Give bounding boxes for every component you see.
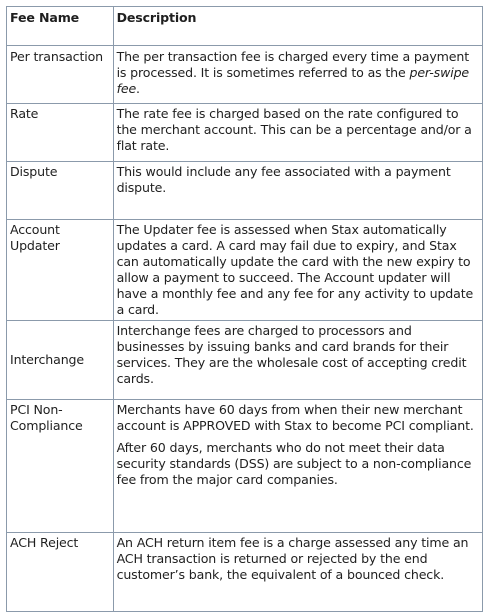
fee-description-cell: The rate fee is charged based on the rate configured to the merchant account. This can be a percentage and/or a flat rate. [113, 104, 482, 162]
fee-name-cell: Dispute [7, 162, 114, 220]
table-header-row [7, 7, 483, 46]
table-row [7, 220, 483, 321]
fee-name-cell: Rate [7, 104, 114, 162]
header-description: Description [113, 7, 482, 46]
table-row [7, 321, 483, 400]
table-row [7, 162, 483, 220]
table-row [7, 46, 483, 104]
table-row [7, 104, 483, 162]
header-fee-name: Fee Name [7, 7, 114, 46]
table-row [7, 400, 483, 533]
fee-description-cell: Interchange fees are charged to processors and businesses by issuing banks and card brands for their services. They are the wholesale cost of accepting credit cards. [113, 321, 482, 400]
fee-description-cell: An ACH return item fee is a charge assessed any time an ACH transaction is returned or rejected by the end customer’s bank, the equivalent of a bounced check. [113, 533, 482, 612]
fee-description-cell: The Updater fee is assessed when Stax automatically updates a card. A card may fail due to expiry, and Stax can automatically update the card with the new expiry to allow a payment to succeed. The Account updater will have a monthly fee and any fee for any activity to update a card. [113, 220, 482, 321]
description-text: The per transaction fee is charged every time a payment is processed. It is sometimes referred to as the [116, 49, 469, 80]
fee-table [6, 6, 483, 612]
fee-description-cell [113, 46, 482, 104]
description-emphasis: per-swipe fee [116, 65, 470, 96]
fee-description-cell: This would include any fee associated with a payment dispute. [113, 162, 482, 220]
description-period: . [136, 81, 140, 96]
fee-name-cell: ACH Reject [7, 533, 114, 612]
fee-name-cell: Per transaction [7, 46, 114, 104]
table-row [7, 533, 483, 612]
fee-name-cell: Interchange [7, 321, 114, 400]
fee-name-cell: PCI Non-Compliance [7, 400, 114, 533]
fee-description-cell [113, 400, 482, 533]
description-paragraph: After 60 days, merchants who do not meet their data security standards (DSS) are subject to a non-compliance fee from the major card companies. [116, 440, 472, 487]
fee-name-cell: Account Updater [7, 220, 114, 321]
description-paragraph: Merchants have 60 days from when their new merchant account is APPROVED with Stax to become PCI compliant. [116, 402, 474, 433]
